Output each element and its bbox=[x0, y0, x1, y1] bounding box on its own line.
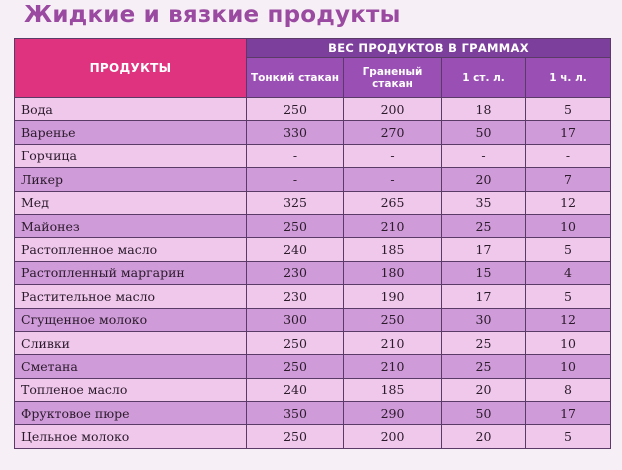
tablespoon-value: 20 bbox=[442, 425, 526, 448]
product-name: Растопленное масло bbox=[15, 238, 247, 261]
table-row bbox=[15, 285, 611, 308]
tablespoon-value: 18 bbox=[442, 98, 526, 121]
product-name: Горчица bbox=[15, 144, 247, 167]
faceted-glass-value: 265 bbox=[344, 191, 442, 214]
tablespoon-value: 25 bbox=[442, 331, 526, 354]
product-name: Майонез bbox=[15, 214, 247, 237]
table-row bbox=[15, 121, 611, 144]
table-row bbox=[15, 402, 611, 425]
faceted-glass-value: 210 bbox=[344, 331, 442, 354]
faceted-glass-value: - bbox=[344, 144, 442, 167]
faceted-glass-value: - bbox=[344, 168, 442, 191]
tablespoon-value: 25 bbox=[442, 214, 526, 237]
table-row bbox=[15, 238, 611, 261]
product-name: Варенье bbox=[15, 121, 247, 144]
teaspoon-value: - bbox=[526, 144, 611, 167]
table-row bbox=[15, 331, 611, 354]
tablespoon-value: 17 bbox=[442, 238, 526, 261]
table-row bbox=[15, 214, 611, 237]
faceted-glass-value: 210 bbox=[344, 214, 442, 237]
teaspoon-value: 5 bbox=[526, 238, 611, 261]
teaspoon-value: 17 bbox=[526, 121, 611, 144]
faceted-glass-value: 250 bbox=[344, 308, 442, 331]
product-name: Сливки bbox=[15, 331, 247, 354]
tablespoon-value: 35 bbox=[442, 191, 526, 214]
thin-glass-value: 350 bbox=[247, 402, 344, 425]
thin-glass-value: 250 bbox=[247, 425, 344, 448]
tablespoon-value: 20 bbox=[442, 378, 526, 401]
teaspoon-value: 7 bbox=[526, 168, 611, 191]
table-row bbox=[15, 144, 611, 167]
faceted-glass-value: 200 bbox=[344, 98, 442, 121]
tablespoon-value: 50 bbox=[442, 121, 526, 144]
thin-glass-value: 330 bbox=[247, 121, 344, 144]
thin-glass-value: 230 bbox=[247, 285, 344, 308]
tablespoon-value: 50 bbox=[442, 402, 526, 425]
table-row bbox=[15, 308, 611, 331]
thin-glass-value: 325 bbox=[247, 191, 344, 214]
tablespoon-value: 17 bbox=[442, 285, 526, 308]
tablespoon-value: 20 bbox=[442, 168, 526, 191]
teaspoon-value: 17 bbox=[526, 402, 611, 425]
thin-glass-value: 250 bbox=[247, 331, 344, 354]
faceted-glass-value: 210 bbox=[344, 355, 442, 378]
teaspoon-value: 12 bbox=[526, 308, 611, 331]
teaspoon-value: 10 bbox=[526, 331, 611, 354]
table-row bbox=[15, 191, 611, 214]
table-row bbox=[15, 425, 611, 448]
table-row bbox=[15, 261, 611, 284]
thin-glass-header: Тонкий стакан bbox=[247, 58, 344, 98]
page-title: Жидкие и вязкие продукты bbox=[24, 2, 401, 28]
table-row bbox=[15, 378, 611, 401]
faceted-glass-value: 185 bbox=[344, 378, 442, 401]
faceted-glass-value: 270 bbox=[344, 121, 442, 144]
tablespoon-value: 15 bbox=[442, 261, 526, 284]
faceted-glass-value: 180 bbox=[344, 261, 442, 284]
product-name: Мед bbox=[15, 191, 247, 214]
faceted-glass-value: 185 bbox=[344, 238, 442, 261]
product-name: Вода bbox=[15, 98, 247, 121]
thin-glass-value: 240 bbox=[247, 238, 344, 261]
faceted-glass-value: 190 bbox=[344, 285, 442, 308]
teaspoon-value: 5 bbox=[526, 98, 611, 121]
thin-glass-value: 240 bbox=[247, 378, 344, 401]
table-row bbox=[15, 168, 611, 191]
faceted-glass-header: Граненый стакан bbox=[344, 58, 442, 98]
thin-glass-value: 230 bbox=[247, 261, 344, 284]
thin-glass-value: 250 bbox=[247, 98, 344, 121]
teaspoon-header: 1 ч. л. bbox=[526, 58, 611, 98]
faceted-glass-value: 290 bbox=[344, 402, 442, 425]
weight-group-header: ВЕС ПРОДУКТОВ В ГРАММАХ bbox=[247, 39, 611, 58]
product-name: Фруктовое пюре bbox=[15, 402, 247, 425]
teaspoon-value: 12 bbox=[526, 191, 611, 214]
teaspoon-value: 8 bbox=[526, 378, 611, 401]
tablespoon-header: 1 ст. л. bbox=[442, 58, 526, 98]
product-name: Топленое масло bbox=[15, 378, 247, 401]
product-name: Сгущенное молоко bbox=[15, 308, 247, 331]
product-name: Ликер bbox=[15, 168, 247, 191]
teaspoon-value: 10 bbox=[526, 214, 611, 237]
product-name: Сметана bbox=[15, 355, 247, 378]
teaspoon-value: 5 bbox=[526, 425, 611, 448]
product-name: Растительное масло bbox=[15, 285, 247, 308]
thin-glass-value: 250 bbox=[247, 214, 344, 237]
tablespoon-value: 30 bbox=[442, 308, 526, 331]
tablespoon-value: 25 bbox=[442, 355, 526, 378]
teaspoon-value: 4 bbox=[526, 261, 611, 284]
faceted-glass-value: 200 bbox=[344, 425, 442, 448]
thin-glass-value: - bbox=[247, 168, 344, 191]
products-column-header: ПРОДУКТЫ bbox=[15, 39, 247, 98]
table-row bbox=[15, 355, 611, 378]
weights-table-container bbox=[14, 38, 610, 449]
teaspoon-value: 10 bbox=[526, 355, 611, 378]
thin-glass-value: - bbox=[247, 144, 344, 167]
thin-glass-value: 250 bbox=[247, 355, 344, 378]
weights-table bbox=[14, 38, 611, 449]
product-name: Цельное молоко bbox=[15, 425, 247, 448]
thin-glass-value: 300 bbox=[247, 308, 344, 331]
table-row bbox=[15, 98, 611, 121]
teaspoon-value: 5 bbox=[526, 285, 611, 308]
tablespoon-value: - bbox=[442, 144, 526, 167]
product-name: Растопленный маргарин bbox=[15, 261, 247, 284]
